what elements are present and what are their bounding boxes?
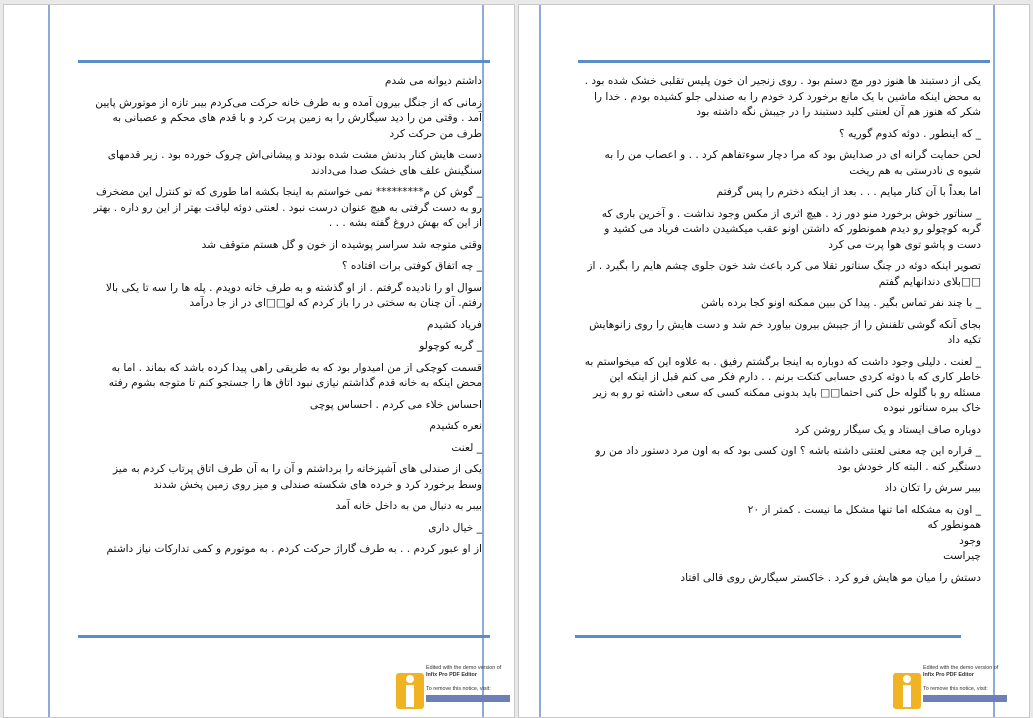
paragraph: _ که اینطور . دوئه کدوم گوریه ؟ [839,127,981,140]
paragraph: _ با چند نفر تماس بگیر . پیدا کن ببین ممکنه اونو کجا برده باشن [701,297,981,309]
top-rule [78,60,490,63]
paragraph: دوباره صاف ایستاد و یک سیگار روشن کرد [794,423,981,436]
paragraph: _ اون به مشکله اما تنها مشکل ما نیست . کمتر از ۲۰ همونطور که وجود چیراست [747,503,981,562]
paragraph: _ لعنت . دلیلی وجود داشت که دوباره به اینجا برگشتم رفیق . به علاوه این که میخواستم به خاطر کاری که با دوئه کردی حسابی کتکت برنم . . دارم فکر می کنم قبل از اینکه این مسئله رو با گلوله حل کنی احتما□□ باید بدونی ممکنه کسی که سعی داشته تو رو به زیر خاک ببره سناتور نبوده [584,355,981,414]
paragraph: لحن حمایت گرانه ای در صدایش بود که مرا دچار سوءتفاهم کرد . . و اعصاب من را به شیوه ی نادرستی به هم ریخت [604,149,981,177]
paragraph: تصویر اینکه دوئه در چنگ سناتور تقلا می کرد باعث شد خون جلوی چشم هایم را بگیرد . از □□بلای دندانهایم گفتم [587,260,981,288]
paragraph: وقتی متوجه شد سراسر پوشیده از خون و گل هستم متوقف شد [201,238,482,251]
top-rule [578,60,990,63]
paragraph: بجای آنکه گوشی تلفنش را از جیبش بیرون بیاورد خم شد و دست هایش را روی زانوهایش تکیه داد [589,318,981,346]
paragraph: قسمت کوچکی از من امیدوار بود که به طریقی راهی پیدا کرده باشد که بماند . اما به محض اینکه به خانه قدم گذاشتم نیازی نبود اتاق ها را جستجو کنم تا متوجه بشوم رفته [108,361,482,389]
paragraph: یکی از دستبند ها هنوز دور مچ دستم بود . روی زنجیر ان خون پلیس تقلبی خشک شده بود . به محض اینکه ماشین با یک مانع برخورد کرد خودم را به صندلی جلو کشیده بودم . خدا را شکر که هنوز هم آن لعنتی کلید دستبند را در جیبش نگه داشته بود [584,75,981,118]
watermark-line1: Edited with the demo version of [426,665,502,671]
left-margin-line [539,5,541,717]
watermark-link-bar[interactable] [923,695,1007,702]
paragraph: _ گربه کوچولو [419,340,482,352]
watermark-line1: Edited with the demo version of [923,665,999,671]
paragraph: فریاد کشیدم [427,318,482,331]
paragraph: _ چه اتفاق کوفتی برات افتاده ؟ [341,260,482,272]
watermark-line2: Infix Pro PDF Editor [923,671,974,678]
paragraph: احساس خلاء می کردم . احساس پوچی [309,398,482,411]
watermark [893,665,1023,715]
right-margin-line [482,5,484,717]
paragraph: _ سناتور خوش برخورد منو دور زد . هیچ اثری از مکس وجود نداشت . و آخرین باری که گربه کوچولو رو دیدم همونطور که داشتن اونو عقب میکشیدن داشت فریاد می کشید و دست و پاشو توی هوا پرت می کرد [601,207,981,251]
watermark-line3: To remove this notice, visit: [923,686,988,693]
paragraph: _ لعنت [451,441,482,454]
left-page-text [92,74,482,564]
paragraph: از او عبور کردم . . به طرف گاراژ حرکت کردم . به موتورم و کمی تدارکات نیاز داشتم [106,543,482,555]
right-margin-line [993,5,995,717]
page-right [518,4,1030,718]
paragraph: یکی از صندلی های آشپزخانه را برداشتم و آن را به آن طرف اتاق پرتاب کردم به میز وسط برخورد کرد و خرده های شکسته صندلی و میز روی زمین پخش شدند [112,463,482,491]
bottom-rule [575,635,961,638]
bottom-rule [78,635,490,638]
paragraph: نعره کشیدم [429,420,482,432]
paragraph: بیبر سرش را تکان داد [884,482,981,494]
paragraph: سوال او را نادیده گرفتم . از او گذشته و به طرف خانه دویدم . پله ها را سه تا یکی بالا رفتم. آن چنان به سختی در را باز کردم که لو□□ای در از جا درآمد [105,281,482,309]
watermark-text [426,665,501,693]
infix-logo-icon [396,667,424,711]
paragraph: دستش را میان مو هایش فرو کرد . خاکستر سیگارش روی قالی افتاد [680,571,981,584]
watermark-link-bar[interactable] [426,695,510,702]
watermark [396,665,515,715]
paragraph: _ گوش کن م********* نمی خواستم به اینجا بکشه اما طوری که تو کنترل این مضخرف رو به دست گرفتی به هیچ عنوان درست نبود . لعنتی دوئه لیاقت بهتر از این رو داره . بهتر از این که بهش دروغ گفته بشه . . . [93,186,482,229]
right-page-text [579,74,981,592]
paragraph: _ خیال داری [428,521,482,534]
watermark-line3: To remove this notice, visit: [426,686,491,693]
paragraph: داشتم دیوانه می شدم [384,75,482,87]
paragraph: زمانی که از جنگل بیرون آمده و به طرف خانه حرکت می‌کردم بیبر تازه از موتورش پایین آمد . وقتی من را دید سیگارش را به زمین پرت کرد و با قدم های محکم و عصبانی به طرف من حرکت کرد [95,96,482,140]
infix-logo-icon [893,667,921,711]
watermark-line2: Infix Pro PDF Editor [426,671,477,678]
paragraph: _ قراره این چه معنی لعنتی داشته باشه ؟ اون کسی بود که به اون مرد دستور داد من رو دستگیر کنه . البته کار خودش بود [595,445,981,473]
paragraph: بیبر به دنبال من به داخل خانه آمد [335,500,482,512]
paragraph: دست هایش کنار بدنش مشت شده بودند و پیشانی‌اش چروک خورده بود . زیر قدمهای سنگینش علف های خشک صدا می‌دادند [107,149,482,177]
page-left [3,4,515,718]
left-margin-line [48,5,50,717]
paragraph: اما بعداً با آن کنار میایم . . . بعد از اینکه دخترم را پس گرفتم [716,186,981,198]
watermark-text [923,665,998,693]
